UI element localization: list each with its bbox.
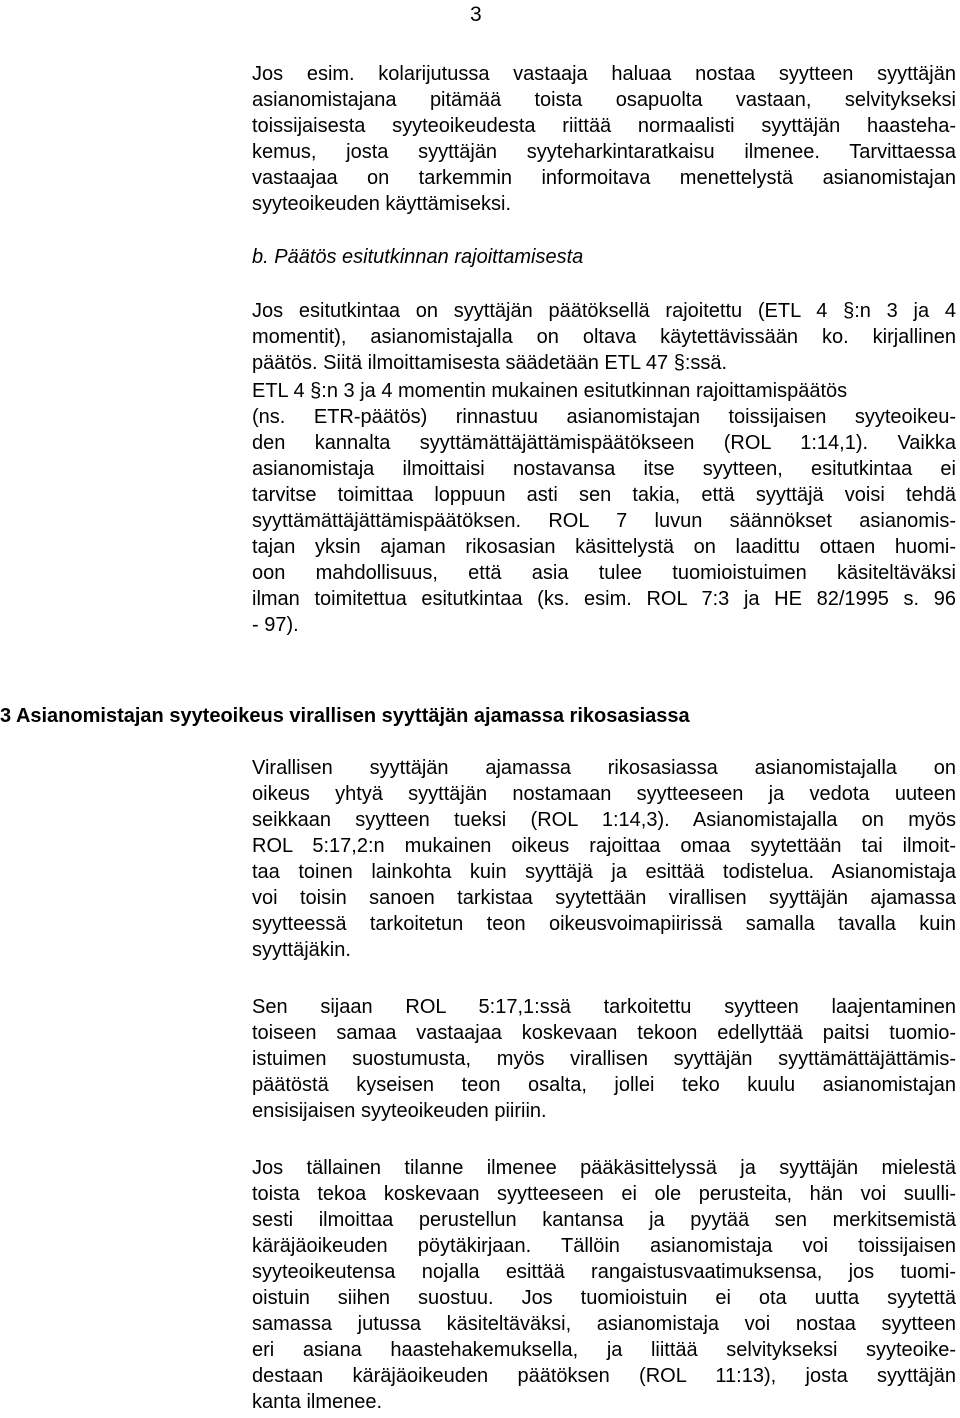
- text-line: toista tekoa koskevaan syytteeseen ei ole perusteita, hän voi suulli-: [252, 1183, 956, 1205]
- text-line: taa toinen lainkohta kuin syyttäjä ja esittää todistelua. Asianomistaja: [252, 861, 956, 883]
- text-line: ilman toimitettua esitutkintaa (ks. esim. ROL 7:3 ja HE 82/1995 s. 96: [252, 588, 956, 610]
- text-line: asianomistaja ilmoittaisi nostavansa itse syytteen, esitutkintaa ei: [252, 458, 956, 480]
- text-line: ROL 5:17,2:n mukainen oikeus rajoittaa omaa syytettään tai ilmoit-: [252, 835, 956, 857]
- text-line: oikeus yhtyä syyttäjän nostamaan syytteeseen ja vedota uuteen: [252, 783, 956, 805]
- text-line: ETL 4 §:n 3 ja 4 momentin mukainen esitutkinnan rajoittamispäätös: [252, 380, 848, 402]
- subheading-b: b. Päätös esitutkinnan rajoittamisesta: [252, 246, 584, 268]
- text-line: syyttäjäkin.: [252, 939, 351, 961]
- text-line: asianomistajana pitämää toista osapuolta vastaan, selvitykseksi: [252, 89, 956, 111]
- text-line: Jos esim. kolarijutussa vastaaja haluaa nostaa syytteen syyttäjän: [252, 63, 956, 85]
- text-line: destaan käräjäoikeuden päätöksen (ROL 11:13), josta syyttäjän: [252, 1365, 956, 1387]
- text-line: - 97).: [252, 614, 299, 636]
- text-line: oon mahdollisuus, että asia tulee tuomioistuimen käsiteltäväksi: [252, 562, 956, 584]
- paragraph-intro: [252, 61, 956, 217]
- paragraph-b1: [252, 298, 956, 376]
- text-line: toissijaisesta syyteoikeudesta riittää normaalisti syyttäjän haasteha-: [252, 115, 956, 137]
- text-line: Virallisen syyttäjän ajamassa rikosasiassa asianomistajalla on: [252, 757, 956, 779]
- text-line: ensisijaisen syyteoikeuden piiriin.: [252, 1100, 547, 1122]
- text-line: syyteoikeutensa nojalla esittää rangaistusvaatimuksensa, jos tuomi-: [252, 1261, 956, 1283]
- text-line: Sen sijaan ROL 5:17,1:ssä tarkoitettu syytteen laajentaminen: [252, 996, 956, 1018]
- paragraph-b2: [252, 378, 956, 638]
- text-line: samassa jutussa käsiteltäväksi, asianomistaja voi nostaa syytteen: [252, 1313, 956, 1335]
- text-line: käräjäoikeuden pöytäkirjaan. Tällöin asianomistaja voi toissijaisen: [252, 1235, 956, 1257]
- text-line: päätös. Siitä ilmoittamisesta säädetään ETL 47 §:ssä.: [252, 352, 728, 374]
- text-line: Jos tällainen tilanne ilmenee pääkäsittelyssä ja syyttäjän mielestä: [252, 1157, 956, 1179]
- text-line: syyteoikeuden käyttämiseksi.: [252, 193, 512, 215]
- text-line: eri asiana haastehakemuksella, ja liittää selvitykseksi syyteoike-: [252, 1339, 956, 1361]
- paragraph-s3: [252, 1155, 956, 1415]
- text-line: den kannalta syyttämättäjättämispäätökseen (ROL 1:14,1). Vaikka: [252, 432, 956, 454]
- text-line: kemus, josta syyttäjän syyteharkintaratkaisu ilmenee. Tarvittaessa: [252, 141, 956, 163]
- text-line: vastaajaa on tarkemmin informoitava menettelystä asianomistajan: [252, 167, 956, 189]
- section-heading: 3 Asianomistajan syyteoikeus virallisen syyttäjän ajamassa rikosasiassa: [0, 705, 690, 727]
- text-line: seikkaan syytteen tueksi (ROL 1:14,3). Asianomistajalla on myös: [252, 809, 956, 831]
- text-line: toiseen samaa vastaajaa koskevaan tekoon edellyttää paitsi tuomio-: [252, 1022, 956, 1044]
- text-line: Jos esitutkintaa on syyttäjän päätöksellä rajoitettu (ETL 4 §:n 3 ja 4: [252, 300, 956, 322]
- text-line: istuimen suostumusta, myös virallisen syyttäjän syyttämättäjättämis-: [252, 1048, 956, 1070]
- paragraph-s2: [252, 994, 956, 1124]
- text-line: oistuin siihen suostuu. Jos tuomioistuin ei ota uutta syytettä: [252, 1287, 956, 1309]
- text-line: tajan yksin ajaman rikosasian käsittelystä on laadittu ottaen huomi-: [252, 536, 956, 558]
- paragraph-s1: [252, 755, 956, 963]
- text-line: syyttämättäjättämispäätöksen. ROL 7 luvun säännökset asianomis-: [252, 510, 956, 532]
- text-line: voi toisin sanoen tarkistaa syytettään virallisen syyttäjän ajamassa: [252, 887, 956, 909]
- text-line: kanta ilmenee.: [252, 1391, 383, 1413]
- text-line: momentit), asianomistajalla on oltava käytettävissään ko. kirjallinen: [252, 326, 956, 348]
- page-number: 3: [470, 3, 482, 26]
- text-line: päätöstä kyseisen teon osalta, jollei teko kuulu asianomistajan: [252, 1074, 956, 1096]
- text-line: (ns. ETR-päätös) rinnastuu asianomistajan toissijaisen syyteoikeu-: [252, 406, 956, 428]
- text-line: tarvitse toimittaa loppuun asti sen takia, että syyttäjä voisi tehdä: [252, 484, 956, 506]
- text-line: syytteessä tarkoitetun teon oikeusvoimapiirissä samalla tavalla kuin: [252, 913, 956, 935]
- text-line: sesti ilmoittaa perustellun kantansa ja pyytää sen merkitsemistä: [252, 1209, 956, 1231]
